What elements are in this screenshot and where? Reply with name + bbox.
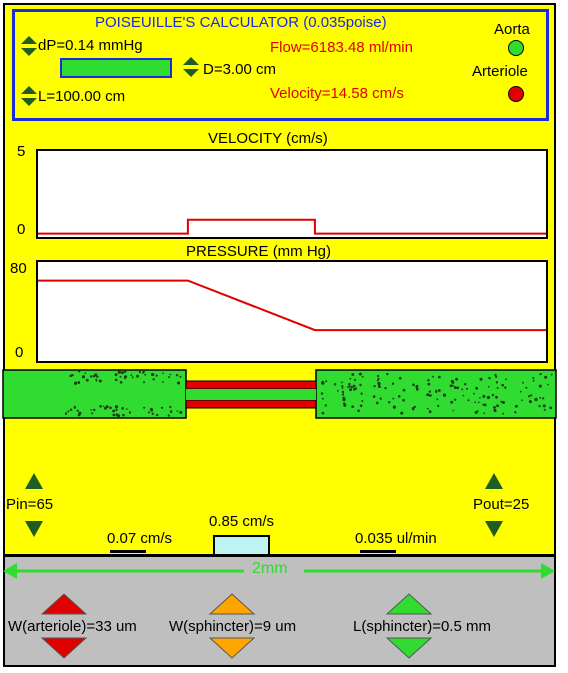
pressure-plot-svg <box>38 262 546 361</box>
velocity-plot-title: VELOCITY (cm/s) <box>208 130 328 147</box>
pressure-y-max-label: 80 <box>10 260 27 277</box>
pin-up-icon[interactable] <box>24 472 44 490</box>
velocity-curve <box>38 220 546 234</box>
arteriole-width-up-icon[interactable] <box>40 592 88 616</box>
pressure-curve <box>38 281 546 331</box>
sphincter-wall-bottom <box>186 400 316 408</box>
pin-down-icon[interactable] <box>24 520 44 538</box>
l-stepper-icon[interactable] <box>20 85 38 107</box>
scale-right-arrow-icon <box>541 563 555 579</box>
pout-down-icon[interactable] <box>484 520 504 538</box>
d-label: D=3.00 cm <box>203 61 276 78</box>
flow-rate-readout: 0.035 ul/min <box>355 530 437 547</box>
left-velocity-bar <box>110 550 146 553</box>
vessel-diagram <box>0 368 568 423</box>
sphincter-wall-top <box>186 381 316 389</box>
sphincter-width-down-icon[interactable] <box>208 636 256 660</box>
dp-stepper-icon[interactable] <box>20 35 38 57</box>
scale-label: 2mm <box>252 560 288 577</box>
flow-rate-bar <box>360 550 396 553</box>
velocity-y-min-label: 0 <box>17 221 26 238</box>
velocity-y-max-label: 5 <box>17 143 26 160</box>
arteriole-indicator[interactable] <box>508 86 524 102</box>
sphincter-width-label: W(sphincter)=9 um <box>169 618 297 635</box>
pin-label: Pin=65 <box>6 496 54 513</box>
sphincter-width-up-icon[interactable] <box>208 592 256 616</box>
sphincter-length-label: L(sphincter)=0.5 mm <box>353 618 491 635</box>
velocity-plot-svg <box>38 151 546 237</box>
scale-left-arrow-icon <box>3 563 17 579</box>
pout-label: Pout=25 <box>473 496 530 513</box>
pout-up-icon[interactable] <box>484 472 504 490</box>
sphincter-length-up-icon[interactable] <box>385 592 433 616</box>
velocity-readout: Velocity=14.58 cm/s <box>270 85 404 102</box>
l-label: L=100.00 cm <box>38 88 126 105</box>
d-stepper-icon[interactable] <box>182 56 200 78</box>
aorta-label: Aorta <box>494 21 530 38</box>
center-velocity-bar <box>213 535 270 556</box>
right-arteriole <box>316 370 556 418</box>
arteriole-label: Arteriole <box>472 63 528 80</box>
pressure-plot-title: PRESSURE (mm Hg) <box>186 243 332 260</box>
center-velocity-readout: 0.85 cm/s <box>209 513 275 530</box>
arteriole-width-down-icon[interactable] <box>40 636 88 660</box>
dp-label: dP=0.14 mmHg <box>38 37 143 54</box>
calculator-title: POISEUILLE'S CALCULATOR (0.035poise) <box>95 14 387 31</box>
pressure-y-min-label: 0 <box>15 344 24 361</box>
sphincter-length-down-icon[interactable] <box>385 636 433 660</box>
vessel-preview <box>60 58 172 78</box>
arteriole-width-label: W(arteriole)=33 um <box>8 618 137 635</box>
sphincter-lumen <box>186 389 316 400</box>
flow-readout: Flow=6183.48 ml/min <box>270 39 413 56</box>
aorta-indicator[interactable] <box>508 40 524 56</box>
left-velocity-readout: 0.07 cm/s <box>107 530 173 547</box>
